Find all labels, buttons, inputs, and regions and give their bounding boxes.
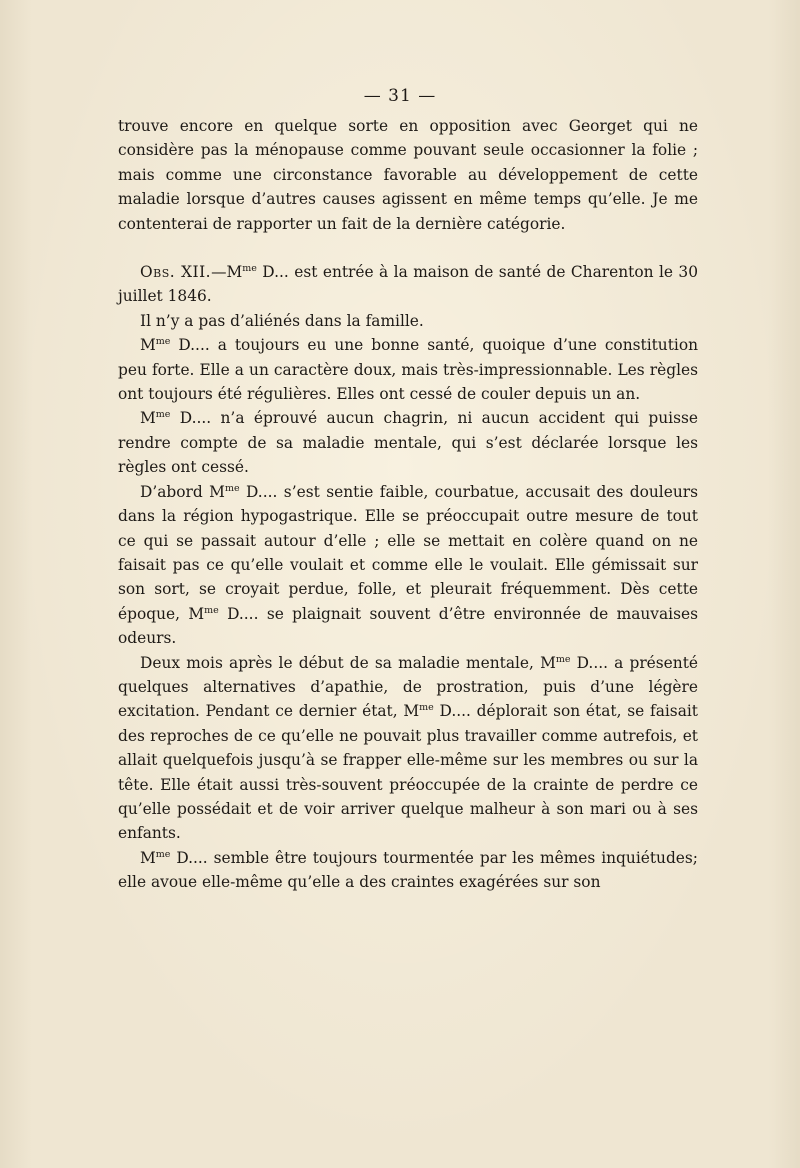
- page-number: — 31 —: [363, 86, 437, 106]
- em-dash: —: [211, 263, 227, 282]
- paragraph-text: D.... se plaignait souvent d’être environnée de mauvaises odeurs.: [118, 604, 698, 648]
- observation-label: Obs. XII.: [140, 263, 212, 282]
- paragraph-text: D.... semble être toujours tourmentée par les mêmes inquiétudes; elle avoue elle-même qu’elle a des craintes exagérées sur son: [118, 848, 698, 892]
- paragraph-progression: [118, 651, 698, 846]
- observation-text: D... est entrée à la maison de santé de Charenton le 30 juillet 1846.: [118, 263, 698, 306]
- body-text: [118, 114, 698, 895]
- paragraph-text: D.... déplorait son état, se faisait des reproches de ce qu’elle ne pouvait plus travailler comme autrefois, et allait quelquefois jusqu’à se frapper elle-même sur les membres ou sur la tête. Elle était aussi très-souvent préoccupée de la crainte de perdre ce qu’elle possédait et de voir arriver quelque malheur à son mari ou à ses enfants.: [118, 702, 698, 843]
- paragraph-text: D.... n’a éprouvé aucun chagrin, ni aucun accident qui puisse rendre compte de sa maladie mentale, qui s’est déclarée lorsque les règles ont cessé.: [118, 409, 698, 477]
- title-me: me: [204, 604, 219, 616]
- title-m: M: [140, 336, 156, 355]
- title-m: M: [226, 263, 243, 282]
- title-me: me: [242, 263, 257, 275]
- title-me: me: [224, 482, 240, 494]
- paragraph-text: D.... s’est sentie faible, courbatue, accusait des douleurs dans la région hypogastrique. Elle se préoccupait outre mesure de tout ce qui se passait autour d’elle ; elle se mettait en colère quand on ne faisait pas ce qu’elle voulait et comme elle le voulait. Elle gémissait sur son sort, se croyait perdue, folle, et pleurait fréquemment. Dès cette époque, M: [118, 482, 698, 623]
- title-me: me: [155, 848, 171, 860]
- paragraph-symptoms: [118, 480, 698, 651]
- title-me: me: [555, 653, 571, 665]
- paragraph-intro: trouve encore en quelque sorte en opposition avec Georget qui ne considère pas la ménopause comme pouvant seule occasionner la folie ; mais comme une circonstance favorable au développement de cette maladie lorsque d’autres causes agissent en même temps qu’elle. Je me contenterai de rapporter un fait de la dernière catégorie.: [118, 117, 698, 233]
- paragraph-chagrin: [118, 406, 698, 479]
- paragraph-text: D’abord M: [140, 482, 225, 501]
- paragraph-gap: [118, 236, 698, 260]
- paragraph-observation-header: [118, 260, 698, 309]
- paragraph-text: D.... a présenté quelques alternatives d’apathie, de prostration, puis d’une légère excitation. Pendant ce dernier état, M: [118, 653, 698, 721]
- paragraph-current: [118, 846, 698, 895]
- paragraph-health: [118, 333, 698, 406]
- paragraph-text: D.... a toujours eu une bonne santé, quoique d’une constitution peu forte. Elle a un caractère doux, mais très-impressionnable. Les règles ont toujours été régulières. Elles ont cessé de couler depuis un an.: [118, 336, 698, 404]
- title-me: me: [419, 702, 434, 714]
- title-m: M: [140, 848, 156, 867]
- paragraph-text: Deux mois après le début de sa maladie mentale, M: [140, 653, 556, 672]
- title-me: me: [155, 409, 171, 421]
- paragraph-family: Il n’y a pas d’aliénés dans la famille.: [140, 311, 424, 330]
- title-m: M: [140, 409, 156, 428]
- title-me: me: [155, 336, 171, 348]
